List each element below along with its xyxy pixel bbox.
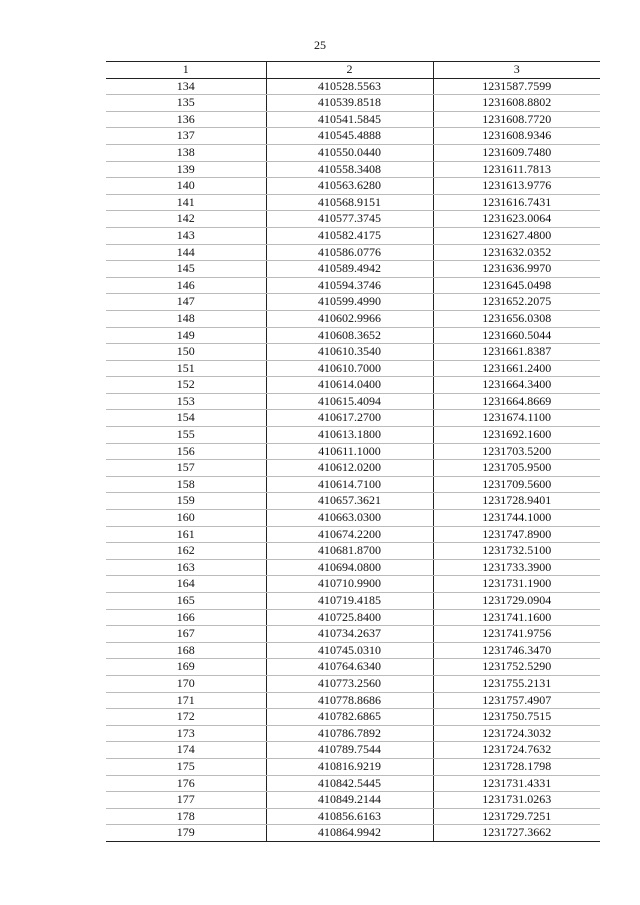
- x-coordinate-cell: 410786.7892: [266, 725, 433, 742]
- x-coordinate-cell: 410577.3745: [266, 211, 433, 228]
- y-coordinate-cell: 1231747.8900: [433, 526, 600, 543]
- point-number-cell: 135: [106, 95, 266, 112]
- table-row: [106, 559, 600, 576]
- x-coordinate-cell: 410612.0200: [266, 460, 433, 477]
- y-coordinate-cell: 1231632.0352: [433, 244, 600, 261]
- table-row: [106, 78, 600, 95]
- y-coordinate-cell: 1231728.1798: [433, 758, 600, 775]
- x-coordinate-cell: 410614.0400: [266, 377, 433, 394]
- x-coordinate-cell: 410586.0776: [266, 244, 433, 261]
- table-row: [106, 327, 600, 344]
- table-row: [106, 476, 600, 493]
- table-row: [106, 360, 600, 377]
- point-number-cell: 144: [106, 244, 266, 261]
- table-row: [106, 393, 600, 410]
- x-coordinate-cell: 410610.7000: [266, 360, 433, 377]
- point-number-cell: 167: [106, 626, 266, 643]
- table-row: [106, 576, 600, 593]
- y-coordinate-cell: 1231587.7599: [433, 78, 600, 95]
- point-number-cell: 163: [106, 559, 266, 576]
- y-coordinate-cell: 1231733.3900: [433, 559, 600, 576]
- table-row: [106, 244, 600, 261]
- table-row: [106, 626, 600, 643]
- point-number-cell: 161: [106, 526, 266, 543]
- x-coordinate-cell: 410719.4185: [266, 593, 433, 610]
- y-coordinate-cell: 1231732.5100: [433, 543, 600, 560]
- point-number-cell: 156: [106, 443, 266, 460]
- table-row: [106, 377, 600, 394]
- y-coordinate-cell: 1231692.1600: [433, 427, 600, 444]
- point-number-cell: 151: [106, 360, 266, 377]
- y-coordinate-cell: 1231731.1900: [433, 576, 600, 593]
- y-coordinate-cell: 1231705.9500: [433, 460, 600, 477]
- x-coordinate-cell: 410558.3408: [266, 161, 433, 178]
- y-coordinate-cell: 1231652.2075: [433, 294, 600, 311]
- table-row: [106, 460, 600, 477]
- point-number-cell: 171: [106, 692, 266, 709]
- y-coordinate-cell: 1231609.7480: [433, 144, 600, 161]
- y-coordinate-cell: 1231664.3400: [433, 377, 600, 394]
- table-row: [106, 792, 600, 809]
- table-row: [106, 642, 600, 659]
- x-coordinate-cell: 410582.4175: [266, 227, 433, 244]
- y-coordinate-cell: 1231709.5600: [433, 476, 600, 493]
- point-number-cell: 153: [106, 393, 266, 410]
- point-number-cell: 148: [106, 310, 266, 327]
- table-row: [106, 111, 600, 128]
- y-coordinate-cell: 1231645.0498: [433, 277, 600, 294]
- y-coordinate-cell: 1231656.0308: [433, 310, 600, 327]
- point-number-cell: 164: [106, 576, 266, 593]
- y-coordinate-cell: 1231608.8802: [433, 95, 600, 112]
- x-coordinate-cell: 410539.8518: [266, 95, 433, 112]
- y-coordinate-cell: 1231608.9346: [433, 128, 600, 145]
- table-row: [106, 194, 600, 211]
- table-row: [106, 725, 600, 742]
- column-header-3: 3: [433, 62, 600, 79]
- y-coordinate-cell: 1231608.7720: [433, 111, 600, 128]
- y-coordinate-cell: 1231752.5290: [433, 659, 600, 676]
- x-coordinate-cell: 410674.2200: [266, 526, 433, 543]
- coordinates-table: [106, 61, 600, 842]
- point-number-cell: 178: [106, 808, 266, 825]
- table-row: [106, 128, 600, 145]
- table-row: [106, 675, 600, 692]
- point-number-cell: 166: [106, 609, 266, 626]
- table-row: [106, 410, 600, 427]
- point-number-cell: 159: [106, 493, 266, 510]
- x-coordinate-cell: 410528.5563: [266, 78, 433, 95]
- point-number-cell: 138: [106, 144, 266, 161]
- point-number-cell: 172: [106, 709, 266, 726]
- y-coordinate-cell: 1231741.1600: [433, 609, 600, 626]
- y-coordinate-cell: 1231724.7632: [433, 742, 600, 759]
- y-coordinate-cell: 1231746.3470: [433, 642, 600, 659]
- table-row: [106, 593, 600, 610]
- y-coordinate-cell: 1231728.9401: [433, 493, 600, 510]
- x-coordinate-cell: 410725.8400: [266, 609, 433, 626]
- table-row: [106, 775, 600, 792]
- y-coordinate-cell: 1231703.5200: [433, 443, 600, 460]
- x-coordinate-cell: 410611.1000: [266, 443, 433, 460]
- y-coordinate-cell: 1231729.0904: [433, 593, 600, 610]
- x-coordinate-cell: 410594.3746: [266, 277, 433, 294]
- point-number-cell: 149: [106, 327, 266, 344]
- point-number-cell: 150: [106, 344, 266, 361]
- x-coordinate-cell: 410681.8700: [266, 543, 433, 560]
- y-coordinate-cell: 1231627.4800: [433, 227, 600, 244]
- y-coordinate-cell: 1231661.8387: [433, 344, 600, 361]
- y-coordinate-cell: 1231727.3662: [433, 825, 600, 842]
- y-coordinate-cell: 1231661.2400: [433, 360, 600, 377]
- table-row: [106, 543, 600, 560]
- table-row: [106, 277, 600, 294]
- point-number-cell: 142: [106, 211, 266, 228]
- y-coordinate-cell: 1231613.9776: [433, 178, 600, 195]
- x-coordinate-cell: 410778.8686: [266, 692, 433, 709]
- y-coordinate-cell: 1231660.5044: [433, 327, 600, 344]
- point-number-cell: 155: [106, 427, 266, 444]
- table-row: [106, 742, 600, 759]
- table-row: [106, 211, 600, 228]
- table-row: [106, 344, 600, 361]
- y-coordinate-cell: 1231731.4331: [433, 775, 600, 792]
- x-coordinate-cell: 410745.0310: [266, 642, 433, 659]
- table-row: [106, 510, 600, 527]
- table-row: [106, 294, 600, 311]
- x-coordinate-cell: 410710.9900: [266, 576, 433, 593]
- point-number-cell: 154: [106, 410, 266, 427]
- point-number-cell: 160: [106, 510, 266, 527]
- point-number-cell: 177: [106, 792, 266, 809]
- table-row: [106, 808, 600, 825]
- table-row: [106, 427, 600, 444]
- point-number-cell: 136: [106, 111, 266, 128]
- point-number-cell: 162: [106, 543, 266, 560]
- x-coordinate-cell: 410864.9942: [266, 825, 433, 842]
- y-coordinate-cell: 1231636.9970: [433, 261, 600, 278]
- y-coordinate-cell: 1231664.8669: [433, 393, 600, 410]
- point-number-cell: 143: [106, 227, 266, 244]
- table-row: [106, 178, 600, 195]
- table-row: [106, 144, 600, 161]
- table-row: [106, 161, 600, 178]
- y-coordinate-cell: 1231729.7251: [433, 808, 600, 825]
- x-coordinate-cell: 410608.3652: [266, 327, 433, 344]
- x-coordinate-cell: 410773.2560: [266, 675, 433, 692]
- point-number-cell: 173: [106, 725, 266, 742]
- point-number-cell: 170: [106, 675, 266, 692]
- point-number-cell: 168: [106, 642, 266, 659]
- point-number-cell: 137: [106, 128, 266, 145]
- x-coordinate-cell: 410568.9151: [266, 194, 433, 211]
- y-coordinate-cell: 1231744.1000: [433, 510, 600, 527]
- x-coordinate-cell: 410734.2637: [266, 626, 433, 643]
- y-coordinate-cell: 1231724.3032: [433, 725, 600, 742]
- table-row: [106, 825, 600, 842]
- column-header-2: 2: [266, 62, 433, 79]
- x-coordinate-cell: 410617.2700: [266, 410, 433, 427]
- x-coordinate-cell: 410610.3540: [266, 344, 433, 361]
- y-coordinate-cell: 1231611.7813: [433, 161, 600, 178]
- x-coordinate-cell: 410849.2144: [266, 792, 433, 809]
- x-coordinate-cell: 410614.7100: [266, 476, 433, 493]
- x-coordinate-cell: 410764.6340: [266, 659, 433, 676]
- table-row: [106, 758, 600, 775]
- x-coordinate-cell: 410842.5445: [266, 775, 433, 792]
- y-coordinate-cell: 1231616.7431: [433, 194, 600, 211]
- point-number-cell: 134: [106, 78, 266, 95]
- point-number-cell: 176: [106, 775, 266, 792]
- point-number-cell: 145: [106, 261, 266, 278]
- x-coordinate-cell: 410657.3621: [266, 493, 433, 510]
- x-coordinate-cell: 410589.4942: [266, 261, 433, 278]
- table-row: [106, 227, 600, 244]
- table-row: [106, 261, 600, 278]
- x-coordinate-cell: 410816.9219: [266, 758, 433, 775]
- x-coordinate-cell: 410613.1800: [266, 427, 433, 444]
- x-coordinate-cell: 410856.6163: [266, 808, 433, 825]
- y-coordinate-cell: 1231755.2131: [433, 675, 600, 692]
- table-row: [106, 493, 600, 510]
- table-row: [106, 659, 600, 676]
- point-number-cell: 158: [106, 476, 266, 493]
- point-number-cell: 141: [106, 194, 266, 211]
- point-number-cell: 140: [106, 178, 266, 195]
- point-number-cell: 157: [106, 460, 266, 477]
- table-row: [106, 692, 600, 709]
- point-number-cell: 152: [106, 377, 266, 394]
- page-number: 25: [314, 38, 326, 52]
- x-coordinate-cell: 410782.6865: [266, 709, 433, 726]
- point-number-cell: 175: [106, 758, 266, 775]
- x-coordinate-cell: 410599.4990: [266, 294, 433, 311]
- x-coordinate-cell: 410663.0300: [266, 510, 433, 527]
- point-number-cell: 174: [106, 742, 266, 759]
- y-coordinate-cell: 1231674.1100: [433, 410, 600, 427]
- table-row: [106, 95, 600, 112]
- table-header-row: [106, 62, 600, 79]
- x-coordinate-cell: 410545.4888: [266, 128, 433, 145]
- x-coordinate-cell: 410602.9966: [266, 310, 433, 327]
- point-number-cell: 179: [106, 825, 266, 842]
- point-number-cell: 169: [106, 659, 266, 676]
- x-coordinate-cell: 410550.0440: [266, 144, 433, 161]
- table-body: [106, 78, 600, 841]
- column-header-1: 1: [106, 62, 266, 79]
- point-number-cell: 165: [106, 593, 266, 610]
- table-row: [106, 310, 600, 327]
- x-coordinate-cell: 410694.0800: [266, 559, 433, 576]
- y-coordinate-cell: 1231757.4907: [433, 692, 600, 709]
- point-number-cell: 139: [106, 161, 266, 178]
- table-row: [106, 709, 600, 726]
- y-coordinate-cell: 1231741.9756: [433, 626, 600, 643]
- x-coordinate-cell: 410541.5845: [266, 111, 433, 128]
- table-row: [106, 443, 600, 460]
- x-coordinate-cell: 410789.7544: [266, 742, 433, 759]
- x-coordinate-cell: 410563.6280: [266, 178, 433, 195]
- point-number-cell: 147: [106, 294, 266, 311]
- table-row: [106, 609, 600, 626]
- table-row: [106, 526, 600, 543]
- x-coordinate-cell: 410615.4094: [266, 393, 433, 410]
- y-coordinate-cell: 1231731.0263: [433, 792, 600, 809]
- point-number-cell: 146: [106, 277, 266, 294]
- y-coordinate-cell: 1231623.0064: [433, 211, 600, 228]
- y-coordinate-cell: 1231750.7515: [433, 709, 600, 726]
